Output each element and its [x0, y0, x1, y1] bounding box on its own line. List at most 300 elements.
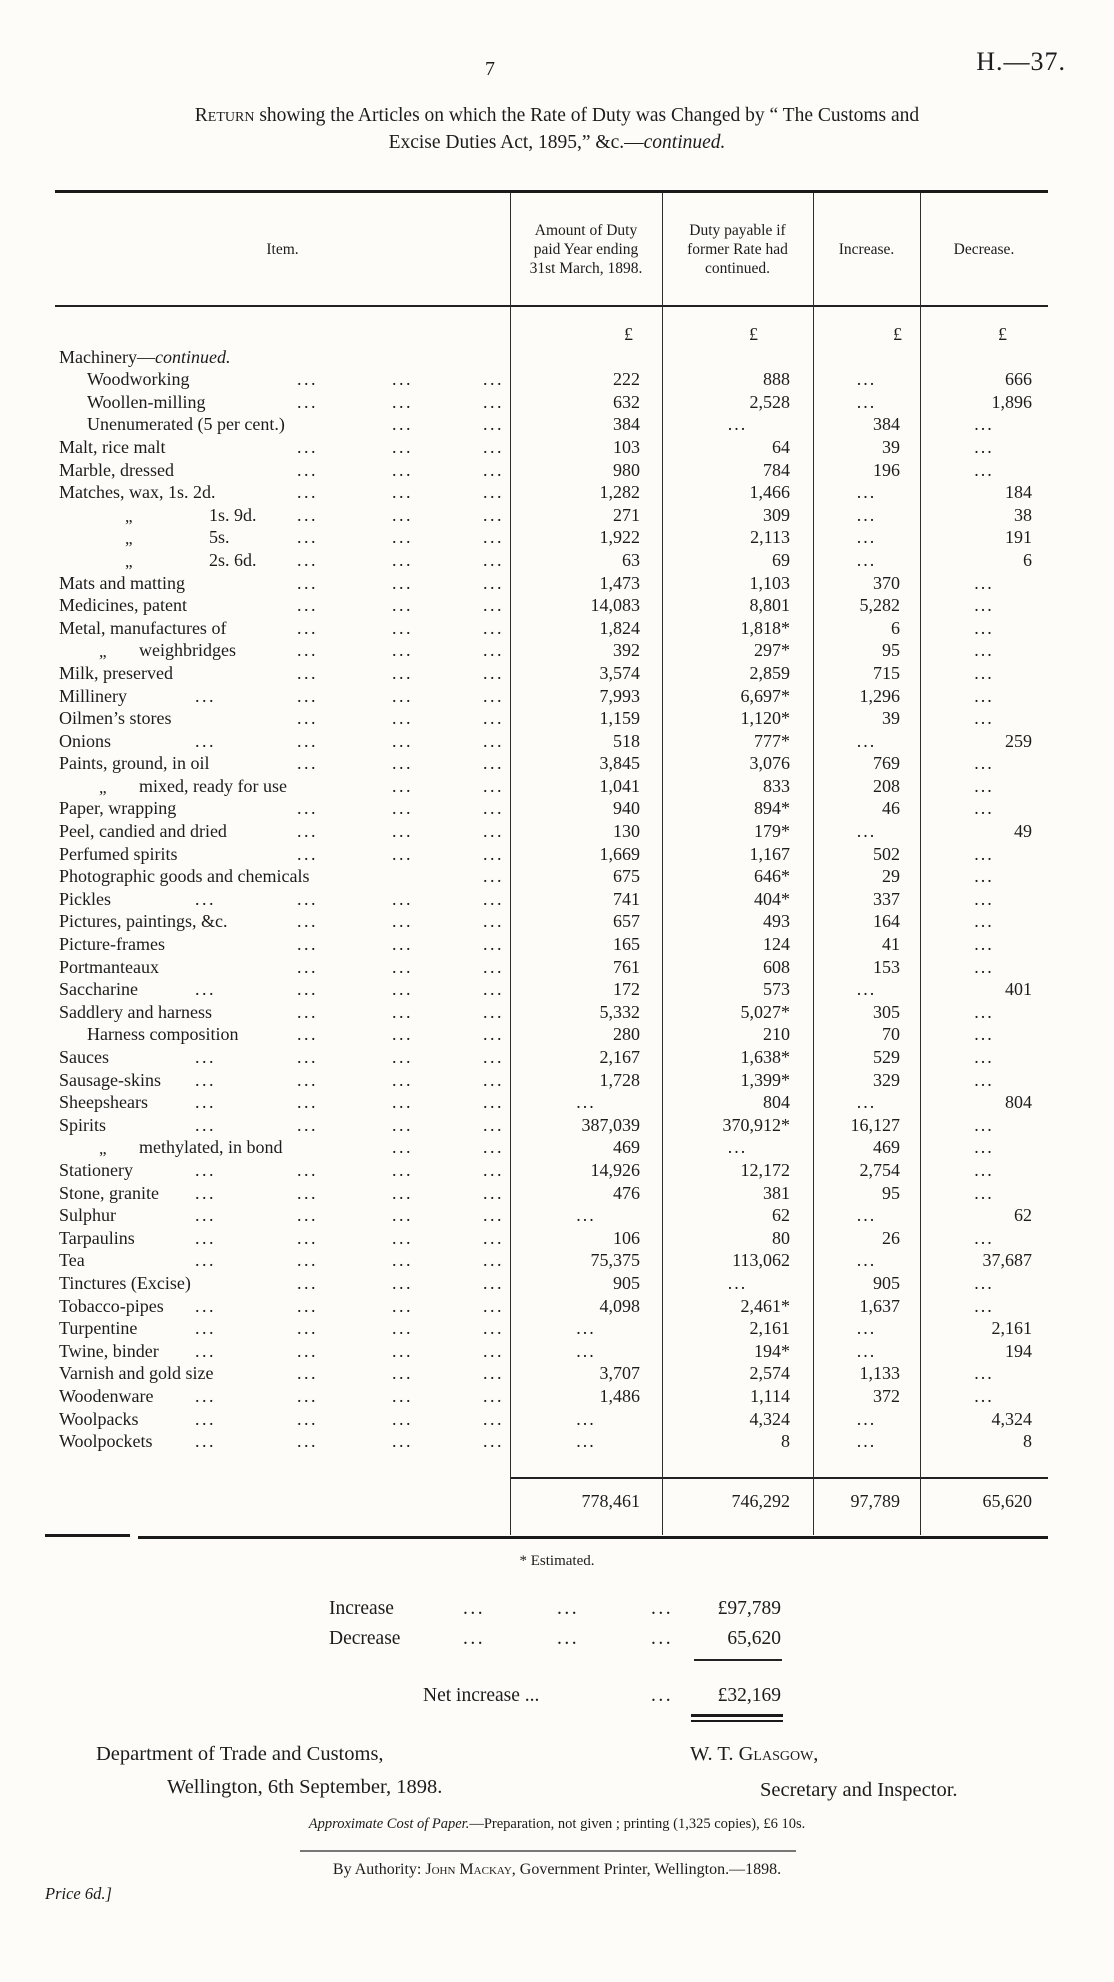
leader-dots: ... — [195, 1250, 216, 1271]
item-cell — [55, 1023, 510, 1046]
item-label: Woodenware — [59, 1385, 154, 1406]
amount-paid-cell: 1,486 — [599, 1385, 640, 1406]
leader-dots: ... — [483, 956, 504, 977]
leader-dots: ... — [483, 1001, 504, 1022]
increase-cell: ... — [856, 1250, 877, 1271]
leader-dots: ... — [297, 1363, 318, 1384]
item-label: Stationery — [59, 1159, 133, 1180]
table-row — [55, 956, 1048, 979]
decrease-cell: ... — [974, 685, 994, 706]
leader-dots: ... — [483, 482, 504, 503]
table-row — [55, 617, 1048, 640]
group-heading-continued: continued. — [154, 346, 231, 367]
duty-table — [55, 190, 1048, 1538]
item-label: Medicines, patent — [59, 595, 187, 616]
leader-dots: ... — [483, 798, 504, 819]
increase-cell: 5,282 — [859, 595, 900, 616]
item-label: Oilmen’s stores — [59, 708, 172, 729]
table-body — [55, 307, 1048, 1453]
amount-paid-cell: 632 — [613, 391, 640, 412]
summary-label: Increase — [329, 1598, 394, 1619]
decrease-cell: ... — [974, 911, 994, 932]
leader-dots: ... — [463, 1598, 486, 1619]
amount-paid-cell: 14,083 — [590, 595, 640, 616]
leader-dots: ... — [392, 1363, 413, 1384]
increase-cell: ... — [856, 1205, 877, 1226]
leader-dots: ... — [297, 888, 318, 909]
duty-former-cell: 194* — [754, 1340, 790, 1361]
decrease-cell: 4,324 — [991, 1408, 1032, 1429]
leader-dots: ... — [483, 1340, 504, 1361]
summary-double-rule — [691, 1714, 783, 1722]
amount-paid-cell: 675 — [613, 866, 640, 887]
increase-cell: 95 — [882, 640, 900, 661]
leader-dots: ... — [392, 911, 413, 932]
leader-dots: ... — [297, 979, 318, 1000]
leader-dots: ... — [483, 1385, 504, 1406]
leader-dots: ... — [392, 1340, 413, 1361]
item-cell — [55, 1340, 510, 1363]
column-divider — [510, 193, 511, 1535]
leader-dots: ... — [392, 753, 413, 774]
leader-dots: ... — [195, 1227, 216, 1248]
estimated-footnote: * Estimated. — [519, 1553, 595, 1569]
total-decrease: 65,620 — [982, 1490, 1032, 1511]
increase-cell: 208 — [873, 775, 900, 796]
item-cell — [55, 730, 510, 753]
amount-paid-cell: ... — [576, 1318, 596, 1339]
leader-dots: ... — [297, 1047, 318, 1067]
duty-former-cell: 894* — [754, 798, 790, 819]
item-cell — [55, 707, 510, 730]
totals-gap — [55, 1453, 1048, 1477]
title-word: Return — [194, 105, 255, 126]
decrease-cell: ... — [974, 459, 994, 480]
leader-dots: ... — [483, 1069, 504, 1090]
amount-paid-cell: 172 — [613, 979, 640, 1000]
header-amount-paid: Amount of Duty paid Year ending 31st March, 1898. — [529, 221, 643, 277]
currency-symbol: £ — [624, 324, 633, 344]
leader-dots: ... — [297, 753, 318, 774]
item-cell — [55, 1182, 510, 1205]
leader-dots: ... — [392, 1001, 413, 1022]
decrease-cell: ... — [974, 1001, 994, 1022]
duty-former-cell: 370,912* — [722, 1114, 790, 1135]
duty-former-cell: 5,027* — [740, 1001, 790, 1022]
leader-dots: ... — [297, 798, 318, 819]
leader-dots: ... — [297, 1340, 318, 1361]
leader-dots: ... — [297, 1001, 318, 1022]
leader-dots: ... — [483, 662, 504, 683]
item-cell — [55, 888, 510, 911]
amount-paid-cell: 1,282 — [599, 482, 640, 503]
table-row — [55, 1114, 1048, 1137]
decrease-cell: 184 — [1005, 482, 1032, 503]
leader-dots: ... — [483, 1137, 504, 1158]
leader-dots: ... — [483, 1295, 504, 1316]
duty-former-cell: 784 — [763, 459, 790, 480]
table-row — [55, 1001, 1048, 1024]
decrease-cell: ... — [974, 414, 994, 435]
item-label: Perfumed spirits — [59, 843, 178, 864]
duty-former-cell: 113,062 — [732, 1250, 790, 1271]
decrease-cell: ... — [974, 1159, 994, 1180]
item-label: Varnish and gold size — [59, 1363, 214, 1384]
leader-dots: ... — [483, 1159, 504, 1180]
document-reference: H.—37. — [976, 47, 1066, 76]
increase-cell: 502 — [873, 843, 900, 864]
decrease-cell: ... — [974, 640, 994, 661]
leader-dots: ... — [195, 1431, 216, 1452]
leader-dots: ... — [463, 1628, 486, 1649]
item-cell — [55, 436, 510, 459]
leader-dots: ... — [483, 640, 504, 661]
increase-cell: ... — [856, 482, 877, 503]
item-cell — [55, 1479, 510, 1523]
item-label: Turpentine — [59, 1318, 138, 1339]
amount-paid-cell: 657 — [613, 911, 640, 932]
duty-former-cell: 608 — [763, 956, 790, 977]
item-label: Portmanteaux — [59, 956, 159, 977]
decrease-cell: 2,161 — [991, 1318, 1032, 1339]
leader-dots: ... — [392, 775, 413, 796]
table-row — [55, 662, 1048, 685]
increase-cell: ... — [856, 979, 877, 1000]
increase-cell: ... — [856, 1092, 877, 1113]
item-cell — [55, 549, 510, 572]
table-row — [55, 707, 1048, 730]
leader-dots: ... — [392, 798, 413, 819]
decrease-cell: ... — [974, 1272, 994, 1293]
leader-dots: ... — [297, 436, 318, 457]
item-cell — [55, 978, 510, 1001]
column-divider — [920, 193, 921, 1535]
item-label: methylated, in bond — [139, 1137, 283, 1158]
increase-cell: ... — [856, 391, 877, 412]
amount-paid-cell: ... — [576, 1092, 596, 1113]
leader-dots: ... — [297, 1295, 318, 1316]
amount-paid-cell: 106 — [613, 1227, 640, 1248]
amount-paid-cell: 518 — [613, 730, 640, 751]
increase-cell: 41 — [882, 934, 900, 955]
department-line-2: Wellington, 6th September, 1898. — [167, 1776, 443, 1798]
amount-paid-cell: 14,926 — [590, 1159, 640, 1180]
item-label: 1s. 9d. — [209, 504, 257, 525]
table-bottom-rule-fragment — [45, 1534, 130, 1537]
duty-former-cell: 12,172 — [740, 1159, 790, 1180]
item-label: Tobacco-pipes — [59, 1295, 164, 1316]
amount-paid-cell: 1,824 — [599, 617, 640, 638]
amount-paid-cell: 3,845 — [599, 753, 640, 774]
decrease-cell: ... — [974, 843, 994, 864]
leader-dots: ... — [392, 934, 413, 955]
duty-former-cell: 179* — [754, 821, 790, 842]
item-cell — [55, 639, 510, 662]
item-label: Paints, ground, in oil — [59, 753, 210, 774]
leader-dots: ... — [195, 730, 216, 751]
amount-paid-cell: 5,332 — [599, 1001, 640, 1022]
leader-dots: ... — [483, 730, 504, 751]
leader-dots: ... — [297, 1024, 318, 1045]
decrease-cell: 259 — [1005, 730, 1032, 751]
item-label: Harness composition — [87, 1024, 239, 1045]
leader-dots: ... — [483, 1250, 504, 1271]
decrease-cell: 49 — [1014, 821, 1032, 842]
table-row — [55, 978, 1048, 1001]
column-divider — [662, 193, 663, 1535]
authority-rest: , Government Printer, Wellington.—1898. — [511, 1861, 782, 1878]
table-row — [55, 888, 1048, 911]
leader-dots: ... — [483, 1318, 504, 1339]
leader-dots: ... — [483, 1408, 504, 1429]
item-cell — [55, 391, 510, 414]
item-label: Woodworking — [87, 369, 190, 390]
amount-paid-cell: 3,574 — [599, 662, 640, 683]
table-row — [55, 1385, 1048, 1408]
duty-former-cell: 62 — [772, 1205, 790, 1226]
leader-dots: ... — [297, 595, 318, 616]
duty-former-cell: 64 — [772, 436, 790, 457]
item-label: Stone, granite — [59, 1182, 159, 1203]
amount-paid-cell: 130 — [613, 821, 640, 842]
leader-dots: ... — [392, 1318, 413, 1339]
leader-dots: ... — [392, 979, 413, 1000]
item-label: Marble, dressed — [59, 459, 174, 480]
leader-dots: ... — [392, 888, 413, 909]
amount-paid-cell: ... — [576, 1205, 596, 1226]
leader-dots: ... — [483, 1182, 504, 1203]
leader-dots: ... — [297, 1069, 318, 1090]
item-cell — [55, 662, 510, 685]
increase-cell: 153 — [873, 956, 900, 977]
item-cell — [55, 1069, 510, 1092]
increase-cell: 39 — [882, 708, 900, 729]
leader-dots: ... — [392, 956, 413, 977]
amount-paid-cell: 392 — [613, 640, 640, 661]
item-label: Metal, manufactures of — [59, 617, 227, 638]
duty-former-cell: 69 — [772, 549, 790, 570]
item-cell — [55, 1204, 510, 1227]
decrease-cell: ... — [974, 798, 994, 819]
increase-cell: 164 — [873, 911, 900, 932]
item-cell — [55, 323, 510, 346]
item-label: Picture-frames — [59, 934, 165, 955]
leader-dots: ... — [483, 414, 504, 435]
table-row — [55, 933, 1048, 956]
increase-cell: 196 — [873, 459, 900, 480]
duty-former-cell: 1,638* — [740, 1047, 790, 1067]
leader-dots: ... — [392, 730, 413, 751]
item-label: Photographic goods and chemicals — [59, 866, 310, 887]
decrease-cell: ... — [974, 595, 994, 616]
header-increase: Increase. — [838, 240, 895, 258]
leader-dots: ... — [483, 1114, 504, 1135]
decrease-cell: 191 — [1005, 527, 1032, 548]
table-row — [55, 549, 1048, 572]
header-decrease: Decrease. — [953, 240, 1015, 258]
amount-paid-cell: 1,041 — [599, 775, 640, 796]
decrease-cell: ... — [974, 934, 994, 955]
decrease-cell: ... — [974, 1024, 994, 1045]
amount-paid-cell: ... — [576, 1340, 596, 1361]
summary-value: £32,169 — [717, 1685, 781, 1706]
duty-former-cell: 2,113 — [750, 527, 790, 548]
summary-net-row — [0, 1683, 1114, 1709]
decrease-cell: 8 — [1023, 1431, 1032, 1452]
duty-former-cell: 2,461* — [740, 1295, 790, 1316]
table-row — [55, 865, 1048, 888]
table-row — [55, 504, 1048, 527]
leader-dots: ... — [297, 934, 318, 955]
leader-dots: ... — [651, 1628, 674, 1649]
amount-paid-cell: 1,159 — [599, 708, 640, 729]
leader-dots: ... — [392, 369, 413, 390]
leader-dots: ... — [297, 956, 318, 977]
leader-dots: ... — [392, 1295, 413, 1316]
increase-cell: 370 — [873, 572, 900, 593]
table-row — [55, 843, 1048, 866]
table-row — [55, 820, 1048, 843]
increase-cell: 337 — [873, 888, 900, 909]
decrease-cell: 37,687 — [982, 1250, 1032, 1271]
duty-former-cell: 8,801 — [749, 595, 790, 616]
leader-dots: ... — [297, 640, 318, 661]
leader-dots: ... — [297, 685, 318, 706]
ditto-mark: „ — [99, 1139, 107, 1159]
item-label: Sausage-skins — [59, 1069, 161, 1090]
leader-dots: ... — [392, 1272, 413, 1293]
leader-dots: ... — [392, 1182, 413, 1203]
table-row — [55, 1249, 1048, 1272]
decrease-cell: 194 — [1005, 1340, 1032, 1361]
item-label: 2s. 6d. — [209, 549, 257, 570]
table-row — [55, 459, 1048, 482]
item-label: Mats and matting — [59, 572, 185, 593]
item-cell — [55, 481, 510, 504]
leader-dots: ... — [297, 1431, 318, 1452]
table-row — [55, 685, 1048, 708]
item-cell — [55, 933, 510, 956]
table-row — [55, 797, 1048, 820]
increase-cell: ... — [856, 504, 877, 525]
leader-dots: ... — [297, 821, 318, 842]
leader-dots: ... — [483, 1047, 504, 1067]
table-row — [55, 526, 1048, 549]
increase-cell: 469 — [873, 1137, 900, 1158]
amount-paid-cell: 1,473 — [599, 572, 640, 593]
leader-dots: ... — [483, 436, 504, 457]
duty-former-cell: 8 — [781, 1431, 790, 1452]
item-label: Tarpaulins — [59, 1227, 135, 1248]
leader-dots: ... — [483, 504, 504, 525]
item-cell — [55, 1272, 510, 1295]
leader-dots: ... — [297, 572, 318, 593]
amount-paid-cell: 469 — [613, 1137, 640, 1158]
duty-former-cell: ... — [727, 1137, 748, 1158]
increase-cell: 26 — [882, 1227, 900, 1248]
header-duty-former: Duty payable if former Rate had continued. — [687, 221, 788, 277]
leader-dots: ... — [483, 1024, 504, 1045]
department-line-1: Department of Trade and Customs, — [96, 1743, 384, 1765]
item-label: Onions — [59, 730, 112, 751]
table-row — [55, 594, 1048, 617]
increase-cell: 6 — [891, 617, 900, 638]
leader-dots: ... — [483, 934, 504, 955]
leader-dots: ... — [297, 1318, 318, 1339]
leader-dots: ... — [483, 617, 504, 638]
leader-dots: ... — [195, 1069, 216, 1090]
group-heading — [55, 346, 510, 369]
leader-dots: ... — [297, 527, 318, 548]
ditto-mark: „ — [125, 506, 133, 526]
leader-dots: ... — [392, 1227, 413, 1248]
leader-dots: ... — [297, 482, 318, 503]
leader-dots: ... — [483, 1272, 504, 1293]
item-label: 5s. — [209, 527, 230, 548]
leader-dots: ... — [392, 617, 413, 638]
amount-paid-cell: 7,993 — [599, 685, 640, 706]
item-cell — [55, 459, 510, 482]
imprint-rule — [300, 1850, 796, 1852]
leader-dots: ... — [392, 482, 413, 503]
decrease-cell: ... — [974, 662, 994, 683]
duty-former-cell: 80 — [772, 1227, 790, 1248]
leader-dots: ... — [392, 843, 413, 864]
decrease-cell: 401 — [1005, 979, 1032, 1000]
table-row — [55, 1069, 1048, 1092]
ditto-mark: „ — [99, 642, 107, 662]
increase-cell: ... — [856, 821, 877, 842]
leader-dots: ... — [297, 1092, 318, 1113]
duty-former-cell: 1,818* — [740, 617, 790, 638]
duty-former-cell: ... — [727, 1272, 748, 1293]
ditto-mark: „ — [125, 529, 133, 549]
item-cell — [55, 594, 510, 617]
leader-dots: ... — [483, 843, 504, 864]
table-row — [55, 1362, 1048, 1385]
table-row — [55, 368, 1048, 391]
increase-cell: ... — [856, 549, 877, 570]
increase-cell: 1,296 — [859, 685, 900, 706]
item-cell — [55, 1385, 510, 1408]
printer-name: John Mackay — [425, 1861, 512, 1878]
table-row — [55, 391, 1048, 414]
leader-dots: ... — [392, 662, 413, 683]
table-bottom-rule — [138, 1536, 1048, 1539]
leader-dots: ... — [392, 595, 413, 616]
summary-label: Decrease — [329, 1628, 401, 1649]
summary-value: 65,620 — [727, 1628, 781, 1649]
item-label: Sheepshears — [59, 1092, 148, 1113]
item-label: Pickles — [59, 888, 111, 909]
signer-surname: Glasgow — [738, 1743, 814, 1765]
increase-cell: 384 — [873, 414, 900, 435]
leader-dots: ... — [483, 1227, 504, 1248]
leader-dots: ... — [392, 572, 413, 593]
increase-cell: 372 — [873, 1385, 900, 1406]
item-cell — [55, 1159, 510, 1182]
authority-prefix: By Authority: — [332, 1861, 426, 1878]
leader-dots: ... — [297, 549, 318, 570]
leader-dots: ... — [392, 391, 413, 412]
summary-decrease-row — [0, 1626, 1114, 1652]
summary-value: £97,789 — [717, 1598, 781, 1619]
leader-dots: ... — [392, 1385, 413, 1406]
summary-rule — [694, 1659, 782, 1661]
leader-dots: ... — [297, 1250, 318, 1271]
leader-dots: ... — [392, 1159, 413, 1180]
leader-dots: ... — [297, 1114, 318, 1135]
